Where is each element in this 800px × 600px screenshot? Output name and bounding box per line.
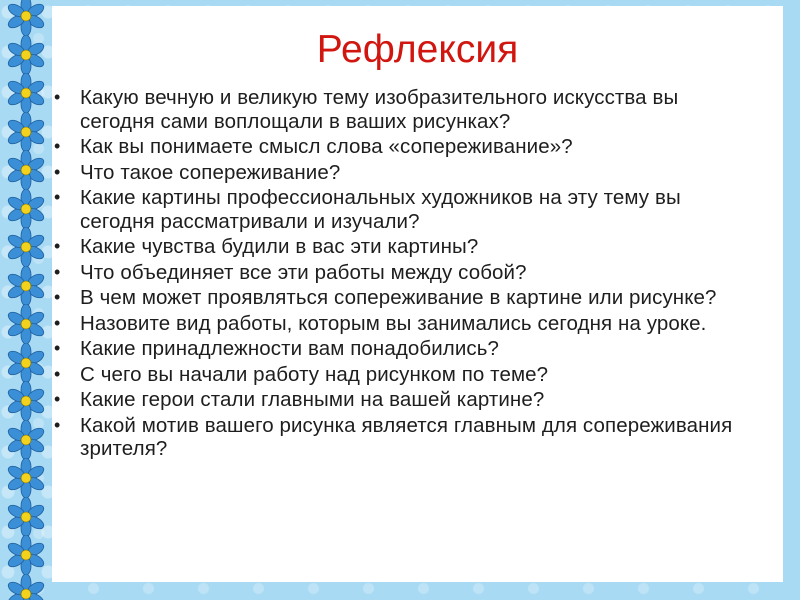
question-item — [52, 337, 750, 361]
flower-icon — [6, 458, 46, 498]
question-item — [52, 261, 750, 285]
bullet-icon: • — [54, 187, 61, 207]
question-text: Какую вечную и великую тему изобразительного искусства вы сегодня сами воплощали в ваших рисунках? — [80, 86, 679, 133]
question-text: В чем может проявляться сопереживание в картине или рисунке? — [80, 286, 717, 309]
flower-icon — [6, 304, 46, 344]
flower-icon — [6, 189, 46, 229]
bullet-icon: • — [54, 338, 61, 358]
question-list — [52, 86, 750, 463]
flower-icon — [6, 381, 46, 421]
question-text: Назовите вид работы, которым вы занимались сегодня на уроке. — [80, 311, 707, 335]
question-text: Что объединяет все эти работы между собой? — [80, 260, 527, 284]
flower-icon — [6, 574, 46, 600]
slide-title: Рефлексия — [316, 28, 519, 71]
flower-icon — [6, 150, 46, 190]
flower-icon — [6, 227, 46, 267]
bullet-icon: • — [54, 236, 61, 256]
question-text: Что такое сопереживание? — [80, 160, 341, 184]
question-item — [52, 286, 750, 310]
flower-border-column — [4, 0, 48, 600]
question-item — [52, 135, 750, 159]
question-text: Какие картины профессиональных художников на эту тему вы сегодня рассматривали и изучали? — [80, 186, 681, 233]
question-text: Какие герои стали главными на вашей картине? — [80, 388, 545, 411]
bullet-icon: • — [54, 389, 61, 409]
slide-content — [52, 6, 783, 582]
question-item — [52, 414, 750, 461]
bullet-icon: • — [54, 136, 61, 156]
question-text: Какие чувства будили в вас эти картины? — [80, 235, 479, 258]
question-item — [52, 186, 750, 233]
flower-icon — [6, 420, 46, 460]
question-text: Какой мотив вашего рисунка является главным для сопереживания зрителя? — [80, 413, 733, 460]
bullet-icon: • — [54, 363, 61, 384]
bullet-icon: • — [54, 414, 61, 435]
flower-icon — [6, 343, 46, 383]
flower-icon — [6, 497, 46, 537]
flower-icon — [6, 266, 46, 306]
flower-icon — [6, 35, 46, 75]
flower-icon — [6, 73, 46, 113]
question-item — [52, 161, 750, 185]
bullet-icon: • — [54, 87, 61, 107]
question-text: Какие принадлежности вам понадобились? — [80, 337, 500, 360]
flower-icon — [6, 112, 46, 152]
question-text: Как вы понимаете смысл слова «сопереживание»? — [80, 135, 573, 158]
question-text: С чего вы начали работу над рисунком по теме? — [80, 362, 549, 386]
question-item — [52, 312, 750, 336]
question-item — [52, 86, 750, 133]
bullet-icon: • — [54, 161, 61, 182]
bullet-icon: • — [54, 312, 61, 333]
question-item — [52, 388, 750, 412]
flower-icon — [6, 0, 46, 36]
flower-icon — [6, 535, 46, 575]
question-item — [52, 363, 750, 387]
question-item — [52, 235, 750, 259]
bullet-icon: • — [54, 261, 61, 282]
bullet-icon: • — [54, 287, 61, 307]
